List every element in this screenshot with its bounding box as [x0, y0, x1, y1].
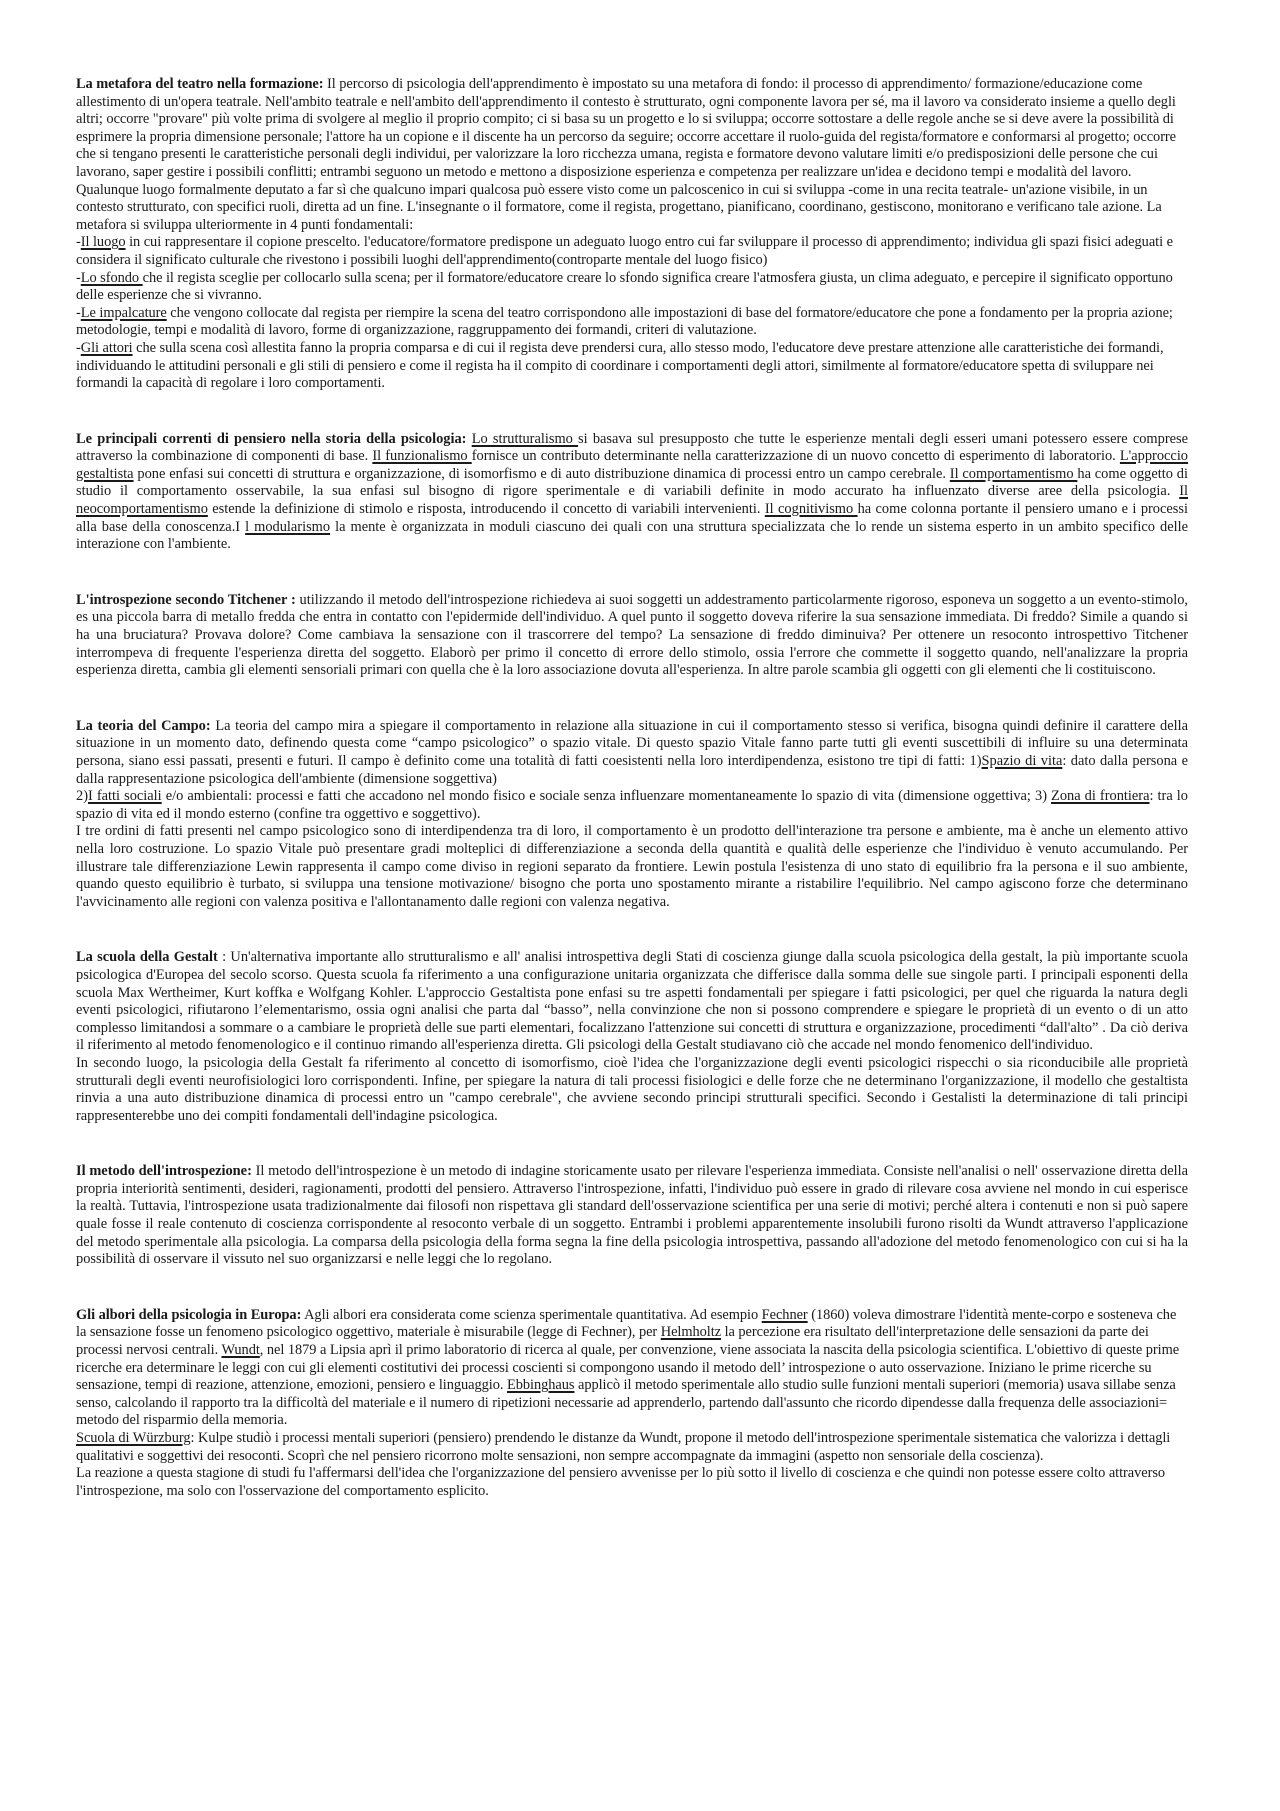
text-run: -: [76, 234, 81, 251]
paragraph: [76, 1055, 1188, 1125]
text-run: Il percorso di psicologia dell'apprendimento è impostato su una metafora di fondo: il processo di apprendimento/ formazione/educazione come allestimento di un'opera teatrale. Nell'ambito teatrale e nell'ambito dell'apprendimento il contesto è strutturato, ogni componente lavora per sé, ma il lavoro va considerato insieme a quello degli altri; occorre "provare" più volte prima di svolgere al meglio il proprio compito; ci si basa su un progetto e lo si sviluppa; occorre sottostare a delle regole anche se si deve avere la possibilità di esprimere la propria dimensione personale; l'attore ha un copione e il discente ha un percorso da seguire; occorre accettare il ruolo-guida del regista/formatore e conformarsi al progetto; occorre che si tengano presenti le caratteristiche personali degli individui, per valorizzare la loro ricchezza umana, regista e formatore devono valutare limiti e/o predisposizioni delle persone che cui lavorano, saper gestire i possibili conflitti; entrambi seguono un metodo e mettono a disposizione esperienza e competenza per realizzare un'idea e decidono tempi e modalità del lavoro. Qualunque luogo formalmente deputato a far sì che qualcuno impari qualcosa può essere visto come un palcoscenico in cui si sviluppa -come in una recita teatrale- un'azione visibile, in un contesto strutturato, con specifici ruoli, diretta ad un fine. L'insegnante o il formatore, come il regista, progettano, pianificano, coordinano, gestiscono, monitorano e verificano tale azione. La metafora si sviluppa ulteriormente in 4 punti fondamentali:: [76, 76, 1177, 233]
paragraph: [76, 592, 1188, 680]
underlined-term: I fatti sociali: [88, 788, 162, 805]
text-run: In secondo luogo, la psicologia della Gestalt fa riferimento al concetto di isomorfismo, cioè l'idea che l'organizzazione degli eventi psicologici rispecchi o sia riconducibile alle proprietà strutturali degli eventi neurofisiologici loro corrispondenti. Infine, per spiegare la natura di tali processi fisiologici e delle forze che ne determinano l'organizzazione, il modello che gestaltista rinvia a una auto distribuzione dinamica di processi entro un "campo cerebrale", che avviene secondo principi strutturali specifici. Secondo i Gestalisti la determinazione di tali principi rappresenterebbe uno dei compiti fondamentali dell'indagine psicologica.: [76, 1054, 1188, 1124]
text-run: estende la definizione di stimolo e risposta, introducendo il concetto di variabili intervenienti.: [207, 501, 765, 518]
section: [76, 1307, 1188, 1501]
section-title: Gli albori della psicologia in Europa:: [76, 1306, 302, 1323]
text-run: Il metodo dell'introspezione è un metodo di indagine storicamente usato per rilevare l'esperienza immediata. Consiste nell'analisi o nell' osservazione diretta della propria interiorità sentimenti, desideri, ragionamenti, prodotti del pensiero. Attraverso l'introspezione, infatti, l'individuo può essere in grado di rilevare cosa avviene nel mondo in cui esperisce la realtà. Tuttavia, l'introspezione usata tradizionalmente dai filosofi non rispettava gli standard dell'osservazione scientifica per una serie di motivi; perché altera i contenuti e non si può sapere quale fosse il reale contenuto di coscienza corrispondente al resoconto verbale di un soggetto. Entrambi i problemi apparentemente insolubili furono risolti da Wundt attraverso l'applicazione del metodo sperimentale alla psicologia. La comparsa della psicologia della forma segna la fine della psicologia introspettiva, passando all'adozione del metodo fenomenologico con cui si ha la possibilità di osservare il vissuto nel suo organizzarsi e nelle leggi che lo regolano.: [76, 1163, 1188, 1268]
paragraph: [76, 1465, 1188, 1500]
underlined-term: Il cognitivismo: [764, 501, 858, 518]
underlined-term: Le impalcature: [80, 304, 167, 321]
text-run: La teoria del campo mira a spiegare il comportamento in relazione alla situazione in cui il comportamento stesso si verifica, bisogna quindi definire il carattere della situazione in un momento dato, definendo questa come “campo psicologico” o spazio vitale. Di questo spazio Vitale fanno parte tutti gli eventi suscettibili di influire su una determinata persona, siano essi passati, presenti e futuri. Il campo è definito come una totalità di fatti coesistenti nella loro interdipendenza, esistono tre tipi di fatti: 1): [76, 717, 1188, 769]
text-run: : tra lo spazio di vita ed il mondo esterno (confine tra oggettivo e soggettivo).: [76, 788, 1188, 822]
text-run: utilizzando il metodo dell'introspezione richiedeva ai suoi soggetti un addestramento particolarmente rigoroso, esponeva un soggetto a un evento-stimolo, es una piccola barra di metallo fredda che entra in contatto con l'epidermide dell'individuo. A quel punto il soggetto doveva riferire la sua sensazione immediata. Di freddo? Simile a quando si ha una bruciatura? Provava dolore? Come cambiava la sensazione con il trascorrere del tempo? La sensazione di freddo diminuiva? Per ottenere un resoconto introspettivo Titchener interrompeva di frequente l'esperienza diretta del soggetto. Elaborò per primo il concetto di errore dello stimolo, ossia l'errore che commette il soggetto quando, nell'analizzare la propria esperienza diretta, cambia gli elementi sensoriali primari con quella che è la loro associazione dovuta all'esperienza. In altre parole scambia gli oggetti con gli elementi che li costituiscono.: [76, 591, 1188, 679]
paragraph: [76, 949, 1188, 1055]
underlined-term: Il luogo: [80, 234, 126, 251]
text-run: : Kulpe studiò i processi mentali superiori (pensiero) prendendo le distanze da Wundt, propone il metodo dell'introspezione sperimentale sistematica che valorizza i dettagli qualitativi e soggettivi dei resoconti. Scoprì che nel pensiero ricorrono molte sensazioni, non sempre accompagnate da immagini (aspetto non sensoriale della coscienza).: [76, 1430, 1171, 1464]
underlined-term: Il funzionalismo: [372, 448, 472, 465]
section: [76, 76, 1188, 393]
text-run: -: [76, 339, 81, 356]
section-title: La metafora del teatro nella formazione:: [76, 76, 324, 92]
underlined-term: Zona di frontiera: [1051, 788, 1150, 805]
paragraph: [76, 1307, 1188, 1430]
underlined-term: Fechner: [761, 1306, 808, 1323]
underlined-term: Gli attori: [80, 339, 133, 356]
paragraph: [76, 305, 1188, 340]
section-title: Il metodo dell'introspezione:: [76, 1163, 252, 1180]
text-run: , nel 1879 a Lipsia aprì il primo laboratorio di ricerca al quale, per convenzione, viene associata la nascita della psicologia scientifica. L'obiettivo di queste prime ricerche era determinare le leggi con cui gli elementi costitutivi dei processi coscienti si compongono usando il metodo dell’ introspezione o auto osservazione. Iniziano le prime ricerche su sensazione, tempi di reazione, attenzione, emozioni, pensiero e linguaggio.: [76, 1342, 1180, 1394]
text-run: (1860) voleva dimostrare l'identità mente-corpo e sosteneva che la sensazione fosse un fenomeno psicologico oggettivo, materiale è misurabile (legge di Fechner), per: [76, 1306, 1177, 1341]
text-run: la mente è organizzata in moduli ciascuno dei quali con una struttura specializzata che lo rende un sistema esperto in un ambito specifico delle interazione con l'ambiente.: [76, 518, 1188, 553]
section: [76, 949, 1188, 1125]
text-run: 2): [76, 788, 88, 805]
section-title: La scuola della Gestalt: [76, 949, 218, 966]
underlined-term: Wundt: [221, 1342, 260, 1359]
section-title: L'introspezione secondo Titchener :: [76, 591, 296, 608]
paragraph: [76, 431, 1188, 554]
text-run: -: [76, 304, 81, 321]
text-run: ha come colonna portante il pensiero umano e i processi alla base della conoscenza.I: [76, 501, 1188, 535]
text-run: che sulla scena così allestita fanno la propria comparsa e di cui il regista deve prendersi cura, allo stesso modo, l'educatore deve prestare attenzione alle caratteristiche dei formandi, individuando le attitudini personali e gli stili di pensiero e come il regista ha il compito di coordinare i comportamenti degli attori, similmente al formatore/educatore spetta di sviluppare nei formandi la capacità di regolare i loro comportamenti.: [76, 339, 1164, 392]
text-run: : dato dalla persona e dalla rappresentazione psicologica dell'ambiente (dimensione soggettiva): [76, 753, 1188, 787]
underlined-term: Ebbinghaus: [506, 1377, 575, 1394]
paragraph: [76, 788, 1188, 823]
underlined-term: L'approccio gestaltista: [76, 448, 1189, 482]
text-run: pone enfasi sui concetti di struttura e organizzazione, di isomorfismo e di auto distribuzione dinamica di processi entro un campo cerebrale.: [133, 465, 950, 482]
text-run: I tre ordini di fatti presenti nel campo psicologico sono di interdipendenza tra di loro, il comportamento è un prodotto dell'interazione tra persone e ambiente, ma è anche un elemento attivo nella loro costruzione. Lo spazio Vitale può presentare gradi molteplici di differenziazione a seconda della quantità e qualità delle esperienze che l'individuo è venuto accumulando. Per illustrare tale differenziazione Lewin rappresenta il campo come diviso in regioni separato da frontiere. Lewin postula l'esistenza di uno stato di equilibrio fra la persona e il suo ambiente, quando questo equilibrio è turbato, si sviluppa una tensione motivazione/ bisogno che porta uno spostamento mirante a ristabilire l'equilibrio. Nel campo agiscono forze che determinano l'avvicinamento alle regioni con valenza positiva e l'allontanamento dalle regioni con valenza negativa.: [76, 823, 1188, 910]
section: [76, 592, 1188, 680]
underlined-term: Il comportamentismo: [949, 465, 1078, 482]
underlined-term: Lo strutturalismo: [471, 430, 579, 447]
section: [76, 1163, 1188, 1269]
underlined-term: Spazio di vita: [981, 753, 1063, 769]
paragraph: [76, 718, 1188, 788]
paragraph: [76, 76, 1188, 234]
paragraph: [76, 340, 1188, 393]
text-run: in cui rappresentare il copione prescelto. l'educatore/formatore predispone un adeguato luogo entro cui far sviluppare il processo di apprendimento; individua gli spazi fisici adeguati e considera il significato culturale che rivestono i possibili luoghi dell'apprendimento(controparte mentale del luogo fisico): [76, 234, 1173, 268]
underlined-term: Helmholtz: [660, 1324, 722, 1341]
underlined-term: Lo sfondo: [80, 269, 143, 286]
text-run: e/o ambientali: processi e fatti che accadono nel mondo fisico e sociale senza influenzare momentaneamente lo spazio di vita (dimensione oggettiva; 3): [161, 788, 1052, 805]
paragraph: [76, 823, 1188, 911]
text-run: la percezione era risultato dell'interpretazione delle sensazioni da parte dei processi nervosi centrali.: [76, 1324, 1149, 1359]
underlined-term: Scuola di Würzburg: [76, 1430, 191, 1446]
underlined-term: Il neocomportamentismo: [76, 483, 1188, 518]
underlined-term: l modularismo: [245, 518, 331, 535]
text-run: che vengono collocate dal regista per riempire la scena del teatro corrispondono alle impostazioni di base del formatore/educatore che pone a fondamento per la propria azione; metodologie, tempi e modalità di lavoro, forme di organizzazione, raggruppamento dei formandi, criteri di valutazione.: [76, 304, 1173, 339]
section: [76, 431, 1188, 554]
text-run: applicò il metodo sperimentale allo studio sulle funzioni mentali superiori (memoria) usava sillabe senza senso, calcolando il rapporto tra la difficoltà del materiale e il numero di ripetizioni necessarie ad apprenderlo, partendo dall'assunto che ricordo dipendesse dalla frequenza delle associazioni= metodo del risparmio della memoria.: [76, 1377, 1176, 1429]
paragraph: [76, 234, 1188, 269]
text-run: ha come oggetto di studio il comportamento osservabile, la sua enfasi sul bisogno di rigore sperimentale e di variabili definite in modo accurato ha influenzato diverse aree della psicologia.: [76, 465, 1188, 500]
text-run: La reazione a questa stagione di studi fu l'affermarsi dell'idea che l'organizzazione del pensiero avvenisse per lo più sotto il livello di coscienza e che quindi non potesse essere colto attraverso l'introspezione, ma solo con l'osservazione del comportamento esplicito.: [76, 1465, 1166, 1499]
section-title: Le principali correnti di pensiero nella storia della psicologia:: [76, 430, 467, 447]
text-run: che il regista sceglie per collocarlo sulla scena; per il formatore/educatore creare lo sfondo significa creare l'atmosfera giusta, un clima adeguato, e percepire il significato opportuno delle esperienze che si vivranno.: [76, 269, 1173, 304]
text-run: si basava sul presupposto che tutte le esperienze mentali degli esseri umani potessero essere comprese attraverso la combinazione di componenti di base.: [76, 430, 1188, 465]
text-run: fornisce un contributo determinante nella caratterizzazione di un nuovo concetto di esperimento di laboratorio.: [471, 448, 1120, 465]
section-title: La teoria del Campo:: [76, 717, 211, 734]
text-run: : Un'alternativa importante allo strutturalismo e all' analisi introspettiva degli Stati di coscienza giunge dalla scuola psicologica della gestalt, la più importante scuola psicologica d'Europea del secolo scorso. Questa scuola fa riferimento a una configurazione unitaria organizzata che differisce dalla somma delle sue singole parti. I principali esponenti della scuola Max Wertheimer, Kurt koffka e Wolfgang Kohler. L'approccio Gestaltista pone enfasi su tre aspetti fondamentali per spiegare i fatti psicologici, per quel che riguarda la natura degli eventi psicologici, rifiutarono l’elementarismo, ossia ogni analisi che parta dal “basso”, nella convinzione che non si possono comprendere e spiegare le proprietà di un evento o di un atto complesso limitandosi a sommare o a cambiare le proprietà delle sue parti elementari, focalizzano l'attenzione sui concetti di struttura e organizzazione, procedimenti “dall'alto” . Da ciò deriva il riferimento al metodo fenomenologico e il continuo rimando all'esperienza diretta. Gli psicologi della Gestalt studiavano ciò che accade nel mondo fenomenico dell'individuo.: [76, 949, 1188, 1054]
section: [76, 718, 1188, 912]
paragraph: [76, 1430, 1188, 1465]
text-run: Agli albori era considerata come scienza sperimentale quantitativa. Ad esempio: [301, 1306, 762, 1323]
text-run: -: [76, 269, 81, 286]
paragraph: [76, 1163, 1188, 1269]
document-page: [76, 76, 1188, 1538]
paragraph: [76, 270, 1188, 305]
